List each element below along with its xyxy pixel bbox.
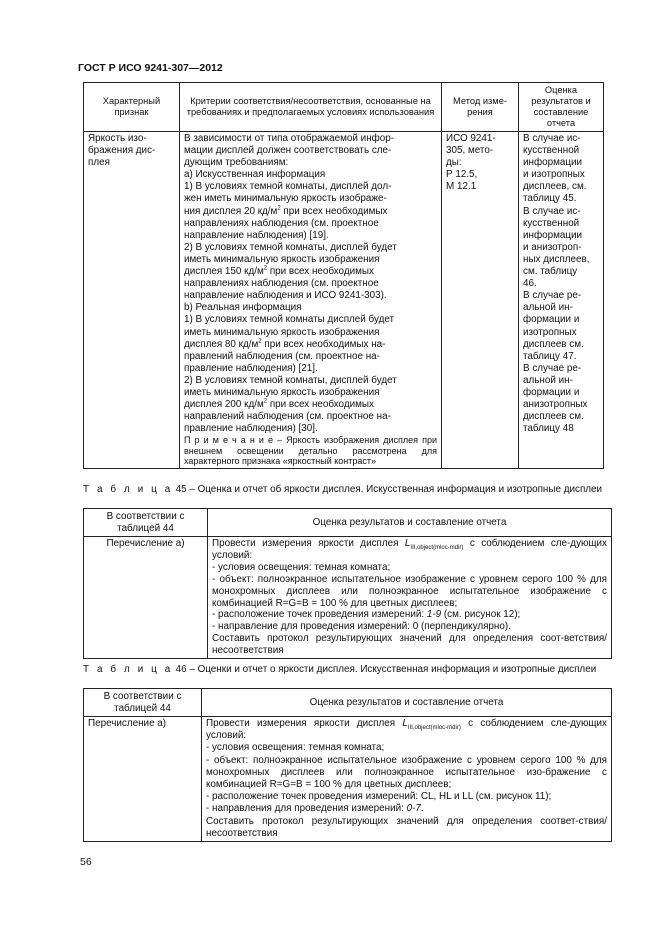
table-46-header-row xyxy=(84,689,612,717)
table-46 xyxy=(83,688,612,842)
criteria-table-header-row xyxy=(84,83,604,132)
criteria-cell: В зависимости от типа отображаемой инфор- мации дисплей должен соответствовать сле- дующим требованиям: а) Искусственная информация 1) В условиях темной комнаты, дисплей дол- жен иметь минимальную яркость изображе- ния дисплея 20 $кд/м^2$ при всех необходимых направлениях наблюдения (см. проектное направление наблюдения) [19]. 2) В условиях темной комнаты, дисплей будет иметь минимальную яркость изображения дисплея 150 $кд/м^2$ при всех необходимых направлениях наблюдения (см. проектное направление наблюдения и ИСО 9241-303). b) Реальная информация 1) В условиях темной комнаты дисплей будет иметь минимальную яркость изображения дисплея 80 $кд/м^2$ при всех необходимых на- правлений наблюдения (см. проектное на- правление наблюдения) [21]. 2) В условиях темной комнаты, дисплей будет иметь минимальную яркость изображения дисплея 200 $кд/м^2$ при всех необходимых направлений наблюдения (см. проектное на- правление наблюдения) [30]. П р и м е ч а н и е – Яркость изображения дисплея при внешнем освещении детально рассмотрена для характерного признака «яркостный контраст» xyxy=(180,132,442,469)
table-45 xyxy=(83,508,612,659)
table-46-content-cell: Провести измерения яркости дисплея $L_{III,object(mloc-mdir)}$ с соблюдением сле-дующих условий: - условия освещения: темная комната; - объект: полноэкранное испытательное изображение с уровнем серого 100 % для монохромных дисплеев или полноэкранное испытательное изо-бражение с комбинацией R=G=B = 100 % для цветных дисплеев; - расположение точек проведения измерений: CL, HL и LL (см. рисунок 11); - направления для проведения измерений: 0-7. Составить протокол результирующих значений для определения соответ-ствия/несоответствия xyxy=(202,717,612,842)
criteria-note: П р и м е ч а н и е – Яркость изображения дисплея при внешнем освещении детально рассмотрена для характерного признака «яркостный контраст» xyxy=(184,435,437,467)
col-header-criteria: Критерии соответствия/несоответствия, основанные на требованиях и предполагаемых условиях использования xyxy=(180,83,442,132)
table-46-enum-cell: Перечисление а) xyxy=(84,717,202,842)
table-45-header-row xyxy=(84,509,612,537)
col-header-feature: Характерный признак xyxy=(84,83,180,132)
document-header-title: ГОСТ Р ИСО 9241-307—2012 xyxy=(78,62,223,74)
table-45-caption: Т а б л и ц а 45 – Оценка и отчет об яркости дисплея. Искусственная информация и изотропные дисплеи xyxy=(83,484,603,495)
table-46-row xyxy=(84,717,612,842)
criteria-table-row xyxy=(84,132,604,469)
feature-cell: Яркость изо- бражения дис- плея xyxy=(84,132,180,469)
table-46-col1-header: В соответствии с таблицей 44 xyxy=(84,689,202,717)
table-46-col2-header: Оценка результатов и составление отчета xyxy=(202,689,612,717)
table-45-content-cell: Провести измерения яркости дисплея $L_{III,object(mloc-mdir)}$ с соблюдением сле-дующих условий: - условия освещения: темная комната; - объект: полноэкранное испытательное изображение с уровнем серого 100 % для монохромных дисплеев или полноэкранное испытательное изображение с комбинацией R=G=B = 100 % для цветных дисплеев; - расположение точек проведения измерений: 1-9 (см. рисунок 12); - направление для проведения измерений: 0 (перпендикулярно). Составить протокол результирующих значений для определения соот-ветствия/несоответствия xyxy=(208,537,612,659)
page-number: 56 xyxy=(80,856,92,868)
method-cell: ИСО 9241- 305, мето- ды: Р 12.5, М 12.1 xyxy=(442,132,519,469)
col-header-method: Метод изме-рения xyxy=(442,83,519,132)
table-46-caption: Т а б л и ц а 46 – Оценки и отчет о яркости дисплея. Искусственная информация и изотропные дисплеи xyxy=(83,664,597,675)
table-45-col2-header: Оценка результатов и составление отчета xyxy=(208,509,612,537)
criteria-table xyxy=(83,82,604,469)
table-45-col1-header: В соответствии с таблицей 44 xyxy=(84,509,208,537)
table-45-enum-cell: Перечисление а) xyxy=(84,537,208,659)
col-header-results: Оценка результатов и составление отчета xyxy=(519,83,604,132)
results-cell: В случае ис- кусственной информации и изотропных дисплеев, см. таблицу 45. В случае ис- кусственной информации и анизотроп- ных дисплеев, см. таблицу 46. В случае ре- альной ин- формации и изотропных дисплеев см. таблицу 47. В случае ре- альной ин- формации и анизотропных дисплеев см. таблицу 48 xyxy=(519,132,604,469)
table-45-row xyxy=(84,537,612,659)
